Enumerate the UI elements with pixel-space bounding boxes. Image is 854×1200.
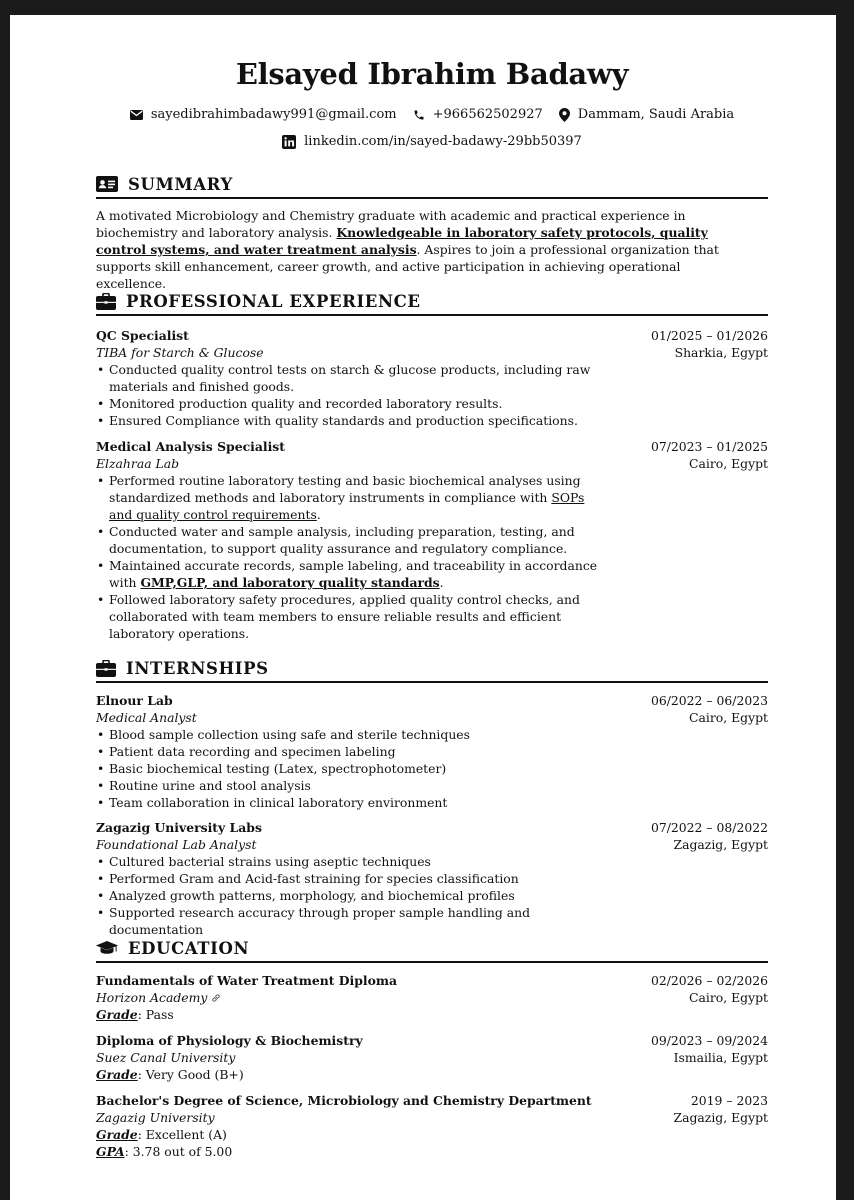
- gpa-line: [96, 1143, 592, 1160]
- map-pin-icon: [559, 108, 570, 122]
- gpa-label: GPA: [96, 1144, 125, 1159]
- company-name: TIBA for Starch & Glucose: [96, 345, 264, 360]
- section-experience-header: [96, 288, 768, 316]
- job-dates: 07/2023 – 01/2025: [650, 439, 768, 454]
- list-item: [96, 887, 606, 904]
- section-summary-header: [96, 171, 768, 199]
- bullet-text: Performed Gram and Acid-fast straining for species classification: [109, 871, 519, 886]
- summary-text: [96, 207, 746, 292]
- school-name[interactable]: [96, 989, 397, 1006]
- list-item: [96, 777, 606, 794]
- summary-highlight: Knowledgeable in laboratory safety protocols, quality control systems, and water treatment analysis: [96, 225, 708, 257]
- education-location: Cairo, Egypt: [689, 990, 768, 1005]
- section-experience-title: PROFESSIONAL EXPERIENCE: [126, 291, 421, 311]
- grade-value: : Pass: [137, 1007, 174, 1022]
- experience-entry: [96, 438, 768, 642]
- education-location: Zagazig, Egypt: [673, 1110, 768, 1125]
- internship-location: Zagazig, Egypt: [673, 837, 768, 852]
- school-name-text[interactable]: Horizon Academy: [96, 990, 208, 1005]
- bullet-text: Basic biochemical testing (Latex, spectrophotometer): [109, 761, 447, 776]
- contact-location: [559, 107, 734, 122]
- entry-header-row: [96, 692, 768, 726]
- experience-entry: [96, 327, 768, 429]
- education-entry: [96, 972, 768, 1023]
- education-location: Ismailia, Egypt: [673, 1050, 768, 1065]
- education-dates: 02/2026 – 02/2026: [650, 973, 768, 988]
- list-item: [96, 395, 606, 412]
- summary-text-part: A motivated Microbiology and Chemistry graduate with academic and practical experience in biochemistry and laboratory analysis.: [96, 208, 686, 240]
- bullet-text: .: [439, 575, 444, 590]
- job-dates: 01/2025 – 01/2026: [650, 328, 768, 343]
- grade-label: Grade: [96, 1127, 138, 1142]
- location-text: Dammam, Saudi Arabia: [577, 107, 735, 122]
- list-item: [96, 726, 606, 743]
- candidate-name: Elsayed Ibrahim Badawy: [235, 57, 629, 91]
- phone-text[interactable]: +966562502927: [432, 107, 543, 122]
- graduation-cap-icon: [96, 940, 118, 956]
- bullet-text: Maintained accurate records, sample labeling, and traceability in accordance with: [109, 558, 598, 590]
- grade-label: Grade: [96, 1067, 138, 1082]
- bullet-text: .: [316, 507, 321, 522]
- school-name: Suez Canal University: [96, 1050, 236, 1065]
- grade-line: [96, 1126, 592, 1143]
- list-item: [96, 557, 606, 591]
- bullet-text: Conducted quality control tests on starch & glucose products, including raw materials and finished goods.: [109, 362, 591, 394]
- list-item: [96, 853, 606, 870]
- phone-icon: [413, 109, 425, 121]
- resume-page: [10, 15, 836, 1200]
- bullet-text: Followed laboratory safety procedures, applied quality control checks, and collaborated with team members to ensure reliable results and efficient laboratory operations.: [109, 592, 580, 641]
- briefcase-icon: [96, 293, 116, 310]
- grade-value: : Very Good (B+): [137, 1067, 244, 1082]
- list-item: [96, 591, 606, 642]
- internship-org: Elnour Lab: [96, 693, 173, 708]
- list-item: [96, 904, 606, 938]
- degree-title: Fundamentals of Water Treatment Diploma: [96, 973, 398, 988]
- id-card-icon: [96, 176, 118, 192]
- list-item: [96, 870, 606, 887]
- education-entry: [96, 1092, 768, 1160]
- section-summary-title: SUMMARY: [128, 174, 233, 194]
- link-icon[interactable]: [211, 993, 221, 1003]
- internship-bullets: [96, 853, 606, 938]
- linkedin-icon: [282, 135, 296, 149]
- degree-title: Bachelor's Degree of Science, Microbiology and Chemistry Department: [96, 1093, 592, 1108]
- grade-line: [96, 1006, 397, 1023]
- internship-role: Foundational Lab Analyst: [96, 837, 257, 852]
- linkedin-text[interactable]: linkedin.com/in/sayed-badawy-29bb50397: [304, 134, 582, 149]
- bullet-text: Supported research accuracy through proper sample handling and documentation: [109, 905, 531, 937]
- section-internships-title: INTERNSHIPS: [126, 658, 269, 678]
- entry-header-row: [96, 819, 768, 853]
- bullet-text: Performed routine laboratory testing and basic biochemical analyses using standardized methods and laboratory instruments in compliance with: [109, 473, 581, 505]
- list-item: [96, 743, 606, 760]
- contact-phone[interactable]: [413, 107, 543, 122]
- list-item: [96, 794, 606, 811]
- summary-text-part: . Aspires to join a professional organization that supports skill enhancement, career growth, and active participation in achieving operational excellence.: [96, 242, 719, 291]
- job-bullets: [96, 361, 606, 429]
- list-item: [96, 472, 606, 523]
- grade-label: Grade: [96, 1007, 138, 1022]
- education-dates: 2019 – 2023: [690, 1093, 768, 1108]
- list-item: [96, 361, 606, 395]
- entry-header-row: [96, 1032, 768, 1083]
- internship-dates: 06/2022 – 06/2023: [650, 693, 768, 708]
- job-location: Cairo, Egypt: [689, 456, 768, 471]
- degree-title: Diploma of Physiology & Biochemistry: [96, 1033, 363, 1048]
- list-item: [96, 412, 606, 429]
- bullet-underline: GMP,GLP, and laboratory quality standards: [140, 575, 440, 590]
- email-text[interactable]: sayedibrahimbadawy991@gmail.com: [150, 107, 397, 122]
- entry-header-row: [96, 1092, 768, 1160]
- grade-value: : Excellent (A): [137, 1127, 227, 1142]
- bullet-text: Patient data recording and specimen labeling: [109, 744, 396, 759]
- internship-bullets: [96, 726, 606, 811]
- internship-entry: [96, 819, 768, 938]
- company-name: Elzahraa Lab: [96, 456, 180, 471]
- internship-org: Zagazig University Labs: [96, 820, 262, 835]
- entry-header-row: [96, 438, 768, 472]
- briefcase-icon: [96, 660, 116, 677]
- entry-header-row: [96, 327, 768, 361]
- entry-header-row: [96, 972, 768, 1023]
- internship-role: Medical Analyst: [96, 710, 197, 725]
- bullet-text: Routine urine and stool analysis: [109, 778, 311, 793]
- section-education-header: [96, 935, 768, 963]
- section-education-title: EDUCATION: [128, 938, 250, 958]
- envelope-icon: [130, 110, 143, 120]
- job-bullets: [96, 472, 606, 642]
- job-location: Sharkia, Egypt: [674, 345, 768, 360]
- bullet-text: Analyzed growth patterns, morphology, and biochemical profiles: [109, 888, 515, 903]
- job-title: Medical Analysis Specialist: [96, 439, 285, 454]
- bullet-underline: SOPs and quality control requirements: [109, 490, 585, 522]
- job-title: QC Specialist: [96, 328, 189, 343]
- education-entry: [96, 1032, 768, 1083]
- bullet-text: Blood sample collection using safe and sterile techniques: [109, 727, 470, 742]
- bullet-text: Cultured bacterial strains using aseptic techniques: [109, 854, 431, 869]
- contact-linkedin[interactable]: [282, 134, 582, 149]
- contact-row-secondary: [96, 134, 768, 149]
- bullet-text: Ensured Compliance with quality standards and production specifications.: [109, 413, 578, 428]
- education-dates: 09/2023 – 09/2024: [650, 1033, 768, 1048]
- gpa-value: : 3.78 out of 5.00: [124, 1144, 233, 1159]
- grade-line: [96, 1066, 363, 1083]
- list-item: [96, 760, 606, 777]
- school-name: Zagazig University: [96, 1110, 215, 1125]
- bullet-text: Conducted water and sample analysis, including preparation, testing, and documentation, to support quality assurance and regulatory compliance.: [109, 524, 575, 556]
- internship-entry: [96, 692, 768, 811]
- internship-dates: 07/2022 – 08/2022: [650, 820, 768, 835]
- list-item: [96, 523, 606, 557]
- internship-location: Cairo, Egypt: [689, 710, 768, 725]
- section-internships-header: [96, 655, 768, 683]
- bullet-text: Team collaboration in clinical laboratory environment: [109, 795, 448, 810]
- bullet-text: Monitored production quality and recorded laboratory results.: [109, 396, 503, 411]
- contact-row-primary: [96, 107, 768, 122]
- contact-email[interactable]: [130, 107, 397, 122]
